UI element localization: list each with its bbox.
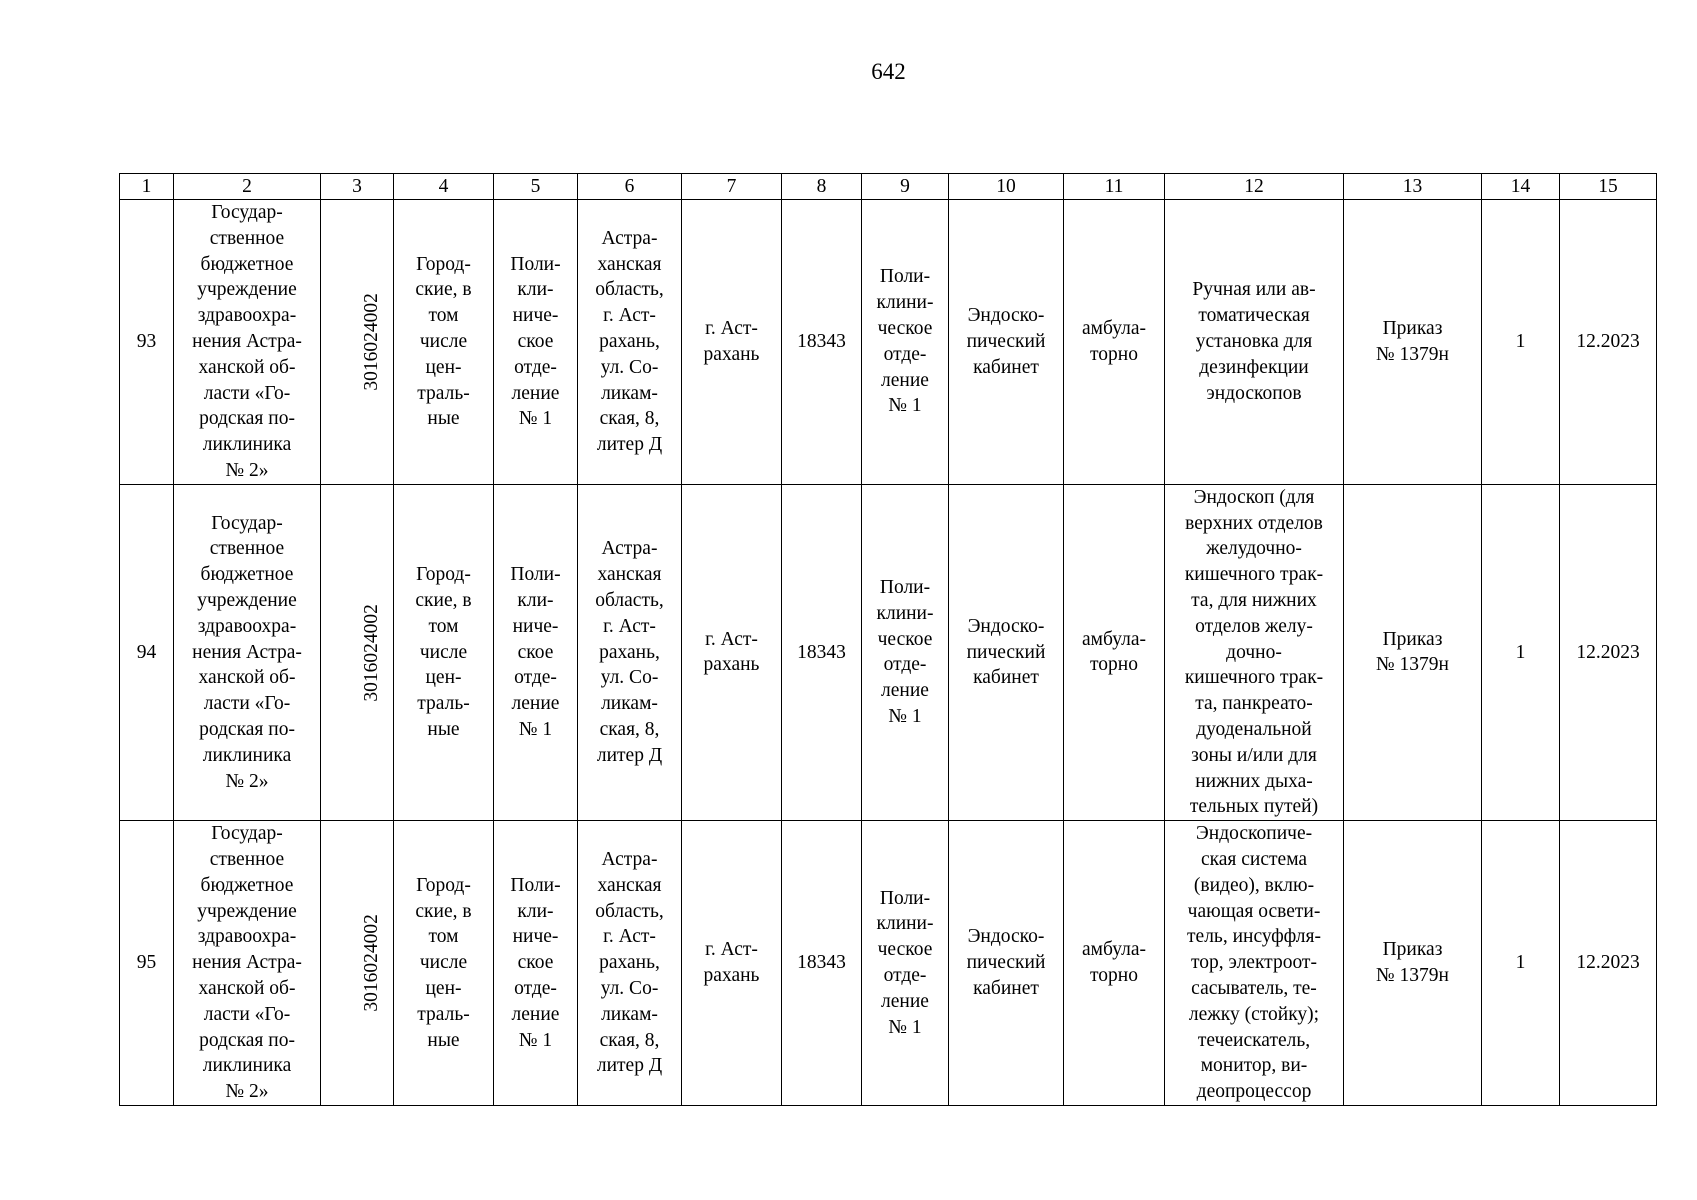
address-cell: Астра- ханская область, г. Аст- рахань, ул. Со- ликам- ская, 8, литер Д <box>578 484 682 820</box>
settlement-type-cell: Город- ские, в том числе цен- траль- ные <box>394 821 494 1106</box>
organization-name-cell: Государ- ственное бюджетное учреждение здравоохра- нения Астра- ханской об- ласти «Го- родская по- ликлиника № 2» <box>174 200 321 485</box>
equipment-register-table <box>119 173 1657 1106</box>
inn-text: 3016024002 <box>360 603 382 702</box>
population-cell: 18343 <box>782 821 862 1106</box>
row-number-cell: 94 <box>120 484 174 820</box>
inn-cell <box>321 484 394 820</box>
room-cell: Эндоско- пический кабинет <box>949 821 1064 1106</box>
column-header-11: 11 <box>1064 174 1165 200</box>
column-header-15: 15 <box>1560 174 1657 200</box>
address-cell: Астра- ханская область, г. Аст- рахань, ул. Со- ликам- ская, 8, литер Д <box>578 200 682 485</box>
column-header-9: 9 <box>862 174 949 200</box>
care-condition-cell: амбула- торно <box>1064 821 1165 1106</box>
table-row <box>120 200 1657 485</box>
inn-cell <box>321 821 394 1106</box>
order-cell: Приказ № 1379н <box>1344 200 1482 485</box>
care-condition-cell: амбула- торно <box>1064 484 1165 820</box>
city-cell: г. Аст- рахань <box>682 821 782 1106</box>
settlement-type-cell: Город- ские, в том числе цен- траль- ные <box>394 484 494 820</box>
column-header-8: 8 <box>782 174 862 200</box>
row-number-cell: 93 <box>120 200 174 485</box>
column-header-5: 5 <box>494 174 578 200</box>
column-header-13: 13 <box>1344 174 1482 200</box>
city-cell: г. Аст- рахань <box>682 484 782 820</box>
equipment-cell: Эндоскоп (для верхних отделов желудочно- кишечного трак- та, для нижних отделов желу- дочно- кишечного трак- та, панкреато- дуоденальной зоны и/или для нижних дыха- тельных путей) <box>1165 484 1344 820</box>
department-cell: Поли- кли- ниче- ское отде- ление № 1 <box>494 484 578 820</box>
inn-text: 3016024002 <box>360 914 382 1012</box>
date-cell: 12.2023 <box>1560 484 1657 820</box>
header-row <box>120 174 1657 200</box>
column-header-4: 4 <box>394 174 494 200</box>
column-header-12: 12 <box>1165 174 1344 200</box>
quantity-cell: 1 <box>1482 484 1560 820</box>
organization-name-cell: Государ- ственное бюджетное учреждение здравоохра- нения Астра- ханской об- ласти «Го- родская по- ликлиника № 2» <box>174 821 321 1106</box>
inn-cell <box>321 200 394 485</box>
population-cell: 18343 <box>782 200 862 485</box>
column-header-2: 2 <box>174 174 321 200</box>
subdivision-cell: Поли- клини- ческое отде- ление № 1 <box>862 821 949 1106</box>
settlement-type-cell: Город- ские, в том числе цен- траль- ные <box>394 200 494 485</box>
equipment-cell: Эндоскопиче- ская система (видео), вклю- чающая освети- тель, инсуффля- тор, электроот- сасыватель, те- лежку (стойку); течеискатель, монитор, ви- деопроцессор <box>1165 821 1344 1106</box>
quantity-cell: 1 <box>1482 821 1560 1106</box>
department-cell: Поли- кли- ниче- ское отде- ление № 1 <box>494 200 578 485</box>
column-header-6: 6 <box>578 174 682 200</box>
population-cell: 18343 <box>782 484 862 820</box>
date-cell: 12.2023 <box>1560 200 1657 485</box>
quantity-cell: 1 <box>1482 200 1560 485</box>
row-number-cell: 95 <box>120 821 174 1106</box>
column-header-10: 10 <box>949 174 1064 200</box>
inn-text: 3016024002 <box>360 293 382 391</box>
address-cell: Астра- ханская область, г. Аст- рахань, ул. Со- ликам- ская, 8, литер Д <box>578 821 682 1106</box>
date-cell: 12.2023 <box>1560 821 1657 1106</box>
table-row <box>120 821 1657 1106</box>
column-header-1: 1 <box>120 174 174 200</box>
department-cell: Поли- кли- ниче- ское отде- ление № 1 <box>494 821 578 1106</box>
equipment-cell: Ручная или ав- томатическая установка для дезинфекции эндоскопов <box>1165 200 1344 485</box>
organization-name-cell: Государ- ственное бюджетное учреждение здравоохра- нения Астра- ханской об- ласти «Го- родская по- ликлиника № 2» <box>174 484 321 820</box>
table-row <box>120 484 1657 820</box>
page-number: 642 <box>871 59 906 84</box>
subdivision-cell: Поли- клини- ческое отде- ление № 1 <box>862 200 949 485</box>
room-cell: Эндоско- пический кабинет <box>949 484 1064 820</box>
subdivision-cell: Поли- клини- ческое отде- ление № 1 <box>862 484 949 820</box>
care-condition-cell: амбула- торно <box>1064 200 1165 485</box>
order-cell: Приказ № 1379н <box>1344 484 1482 820</box>
city-cell: г. Аст- рахань <box>682 200 782 485</box>
column-header-14: 14 <box>1482 174 1560 200</box>
order-cell: Приказ № 1379н <box>1344 821 1482 1106</box>
column-header-3: 3 <box>321 174 394 200</box>
column-header-7: 7 <box>682 174 782 200</box>
room-cell: Эндоско- пический кабинет <box>949 200 1064 485</box>
